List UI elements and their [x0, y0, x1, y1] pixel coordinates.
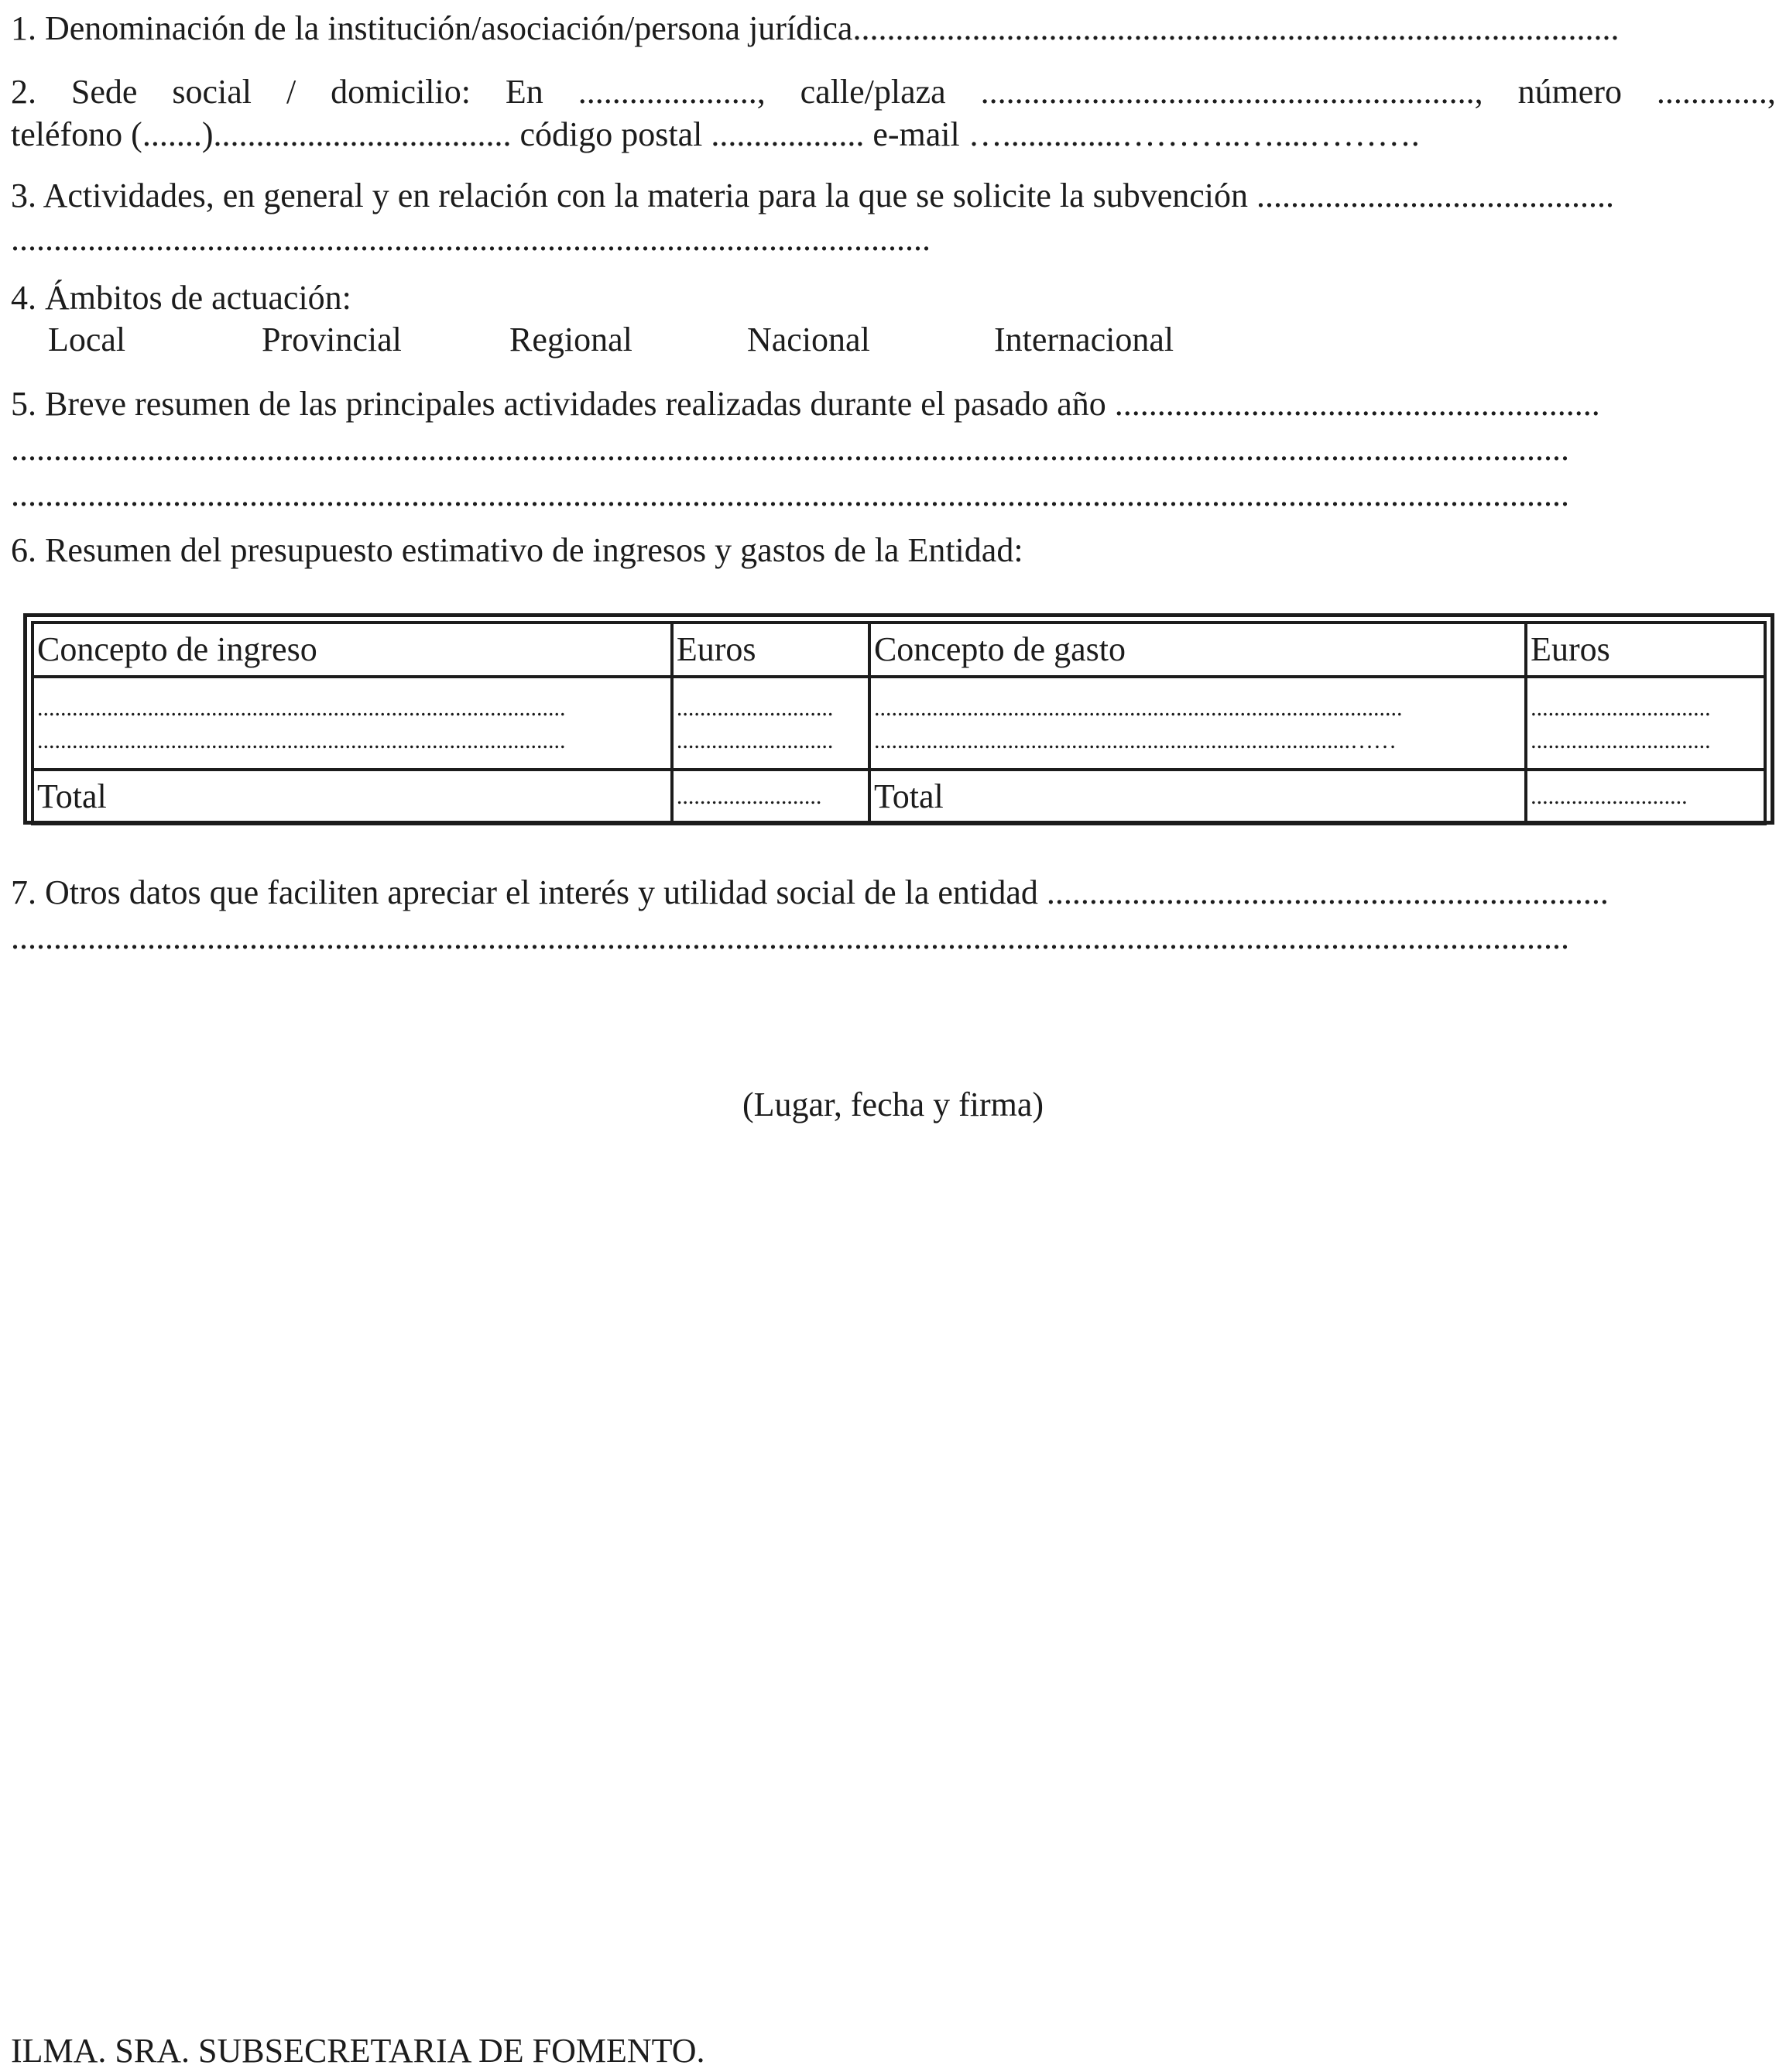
- item-2-field: .....................,: [578, 73, 766, 111]
- item-7-other-data-line-2: .......................................................................................................................................................................................: [11, 918, 1569, 956]
- scope-provincial: Provincial: [262, 321, 402, 358]
- item-2-word: domicilio:: [331, 73, 471, 111]
- signature-placeholder: (Lugar, fecha y firma): [742, 1086, 1044, 1123]
- scope-nacional: Nacional: [747, 321, 870, 358]
- scope-local: Local: [48, 321, 126, 358]
- header-expense-concept: Concepto de gasto: [869, 623, 1526, 677]
- item-1-institution-name: 1. Denominación de la institución/asociación/persona jurídica..........................................................................................: [11, 9, 1620, 47]
- item-2-field: .............,: [1656, 73, 1776, 111]
- income-concept-field[interactable]: ........................................................................................... ...........................................................................................: [33, 677, 672, 770]
- item-2-word: número: [1517, 73, 1622, 111]
- item-2-word: En: [505, 73, 543, 111]
- income-euros-field[interactable]: ........................... ...........................: [672, 677, 869, 770]
- budget-entry-row: [33, 677, 1765, 770]
- header-expense-euros: Euros: [1526, 623, 1765, 677]
- item-3-activities-line-1: 3. Actividades, en general y en relación con la materia para la que se solicite la subvención ..........................................: [11, 177, 1615, 214]
- total-income-label: Total: [33, 770, 672, 824]
- item-4-heading: 4. Ámbitos de actuación:: [11, 279, 351, 317]
- scope-regional: Regional: [509, 321, 632, 358]
- item-2-word: calle/plaza: [800, 73, 946, 111]
- item-2-word: 2.: [11, 73, 36, 111]
- item-6-heading: 6. Resumen del presupuesto estimativo de ingresos y gastos de la Entidad:: [11, 531, 1023, 569]
- item-5-summary-line-2: .......................................................................................................................................................................................: [11, 430, 1569, 468]
- item-2-word: Sede: [70, 73, 138, 111]
- item-2-address-line-2: teléfono (.......)................................... código postal .................. e-mail …..............………..…....……….: [11, 115, 1420, 153]
- total-expense-label: Total: [869, 770, 1526, 824]
- scope-options: [48, 319, 1209, 361]
- scope-internacional: Internacional: [994, 321, 1174, 358]
- item-3-activities-line-2: ............................................................................................................: [11, 220, 931, 258]
- addressee-footer: ILMA. SRA. SUBSECRETARIA DE FOMENTO.: [11, 2032, 705, 2070]
- item-2-address-line-1: [11, 71, 1776, 113]
- expense-euros-field[interactable]: ............................... ...............................: [1526, 677, 1765, 770]
- header-income-euros: Euros: [672, 623, 869, 677]
- total-expense-value[interactable]: ...........................: [1526, 770, 1765, 824]
- expense-concept-field[interactable]: ........................................................................................... ..................................................................................……: [869, 677, 1526, 770]
- item-5-summary-line-3: .......................................................................................................................................................................................: [11, 475, 1569, 513]
- header-income-concept: Concepto de ingreso: [33, 623, 672, 677]
- item-5-summary-line-1: 5. Breve resumen de las principales actividades realizadas durante el pasado año .........................................................: [11, 385, 1600, 423]
- total-income-value[interactable]: .........................: [672, 770, 869, 824]
- item-2-field: ..........................................................,: [980, 73, 1483, 111]
- budget-header-row: [33, 623, 1765, 677]
- budget-total-row: [33, 770, 1765, 824]
- item-7-other-data-line-1: 7. Otros datos que faciliten apreciar el interés y utilidad social de la entidad ..................................................................: [11, 873, 1609, 911]
- item-2-word: /: [286, 73, 297, 111]
- budget-table: [23, 613, 1774, 825]
- item-2-word: social: [172, 73, 252, 111]
